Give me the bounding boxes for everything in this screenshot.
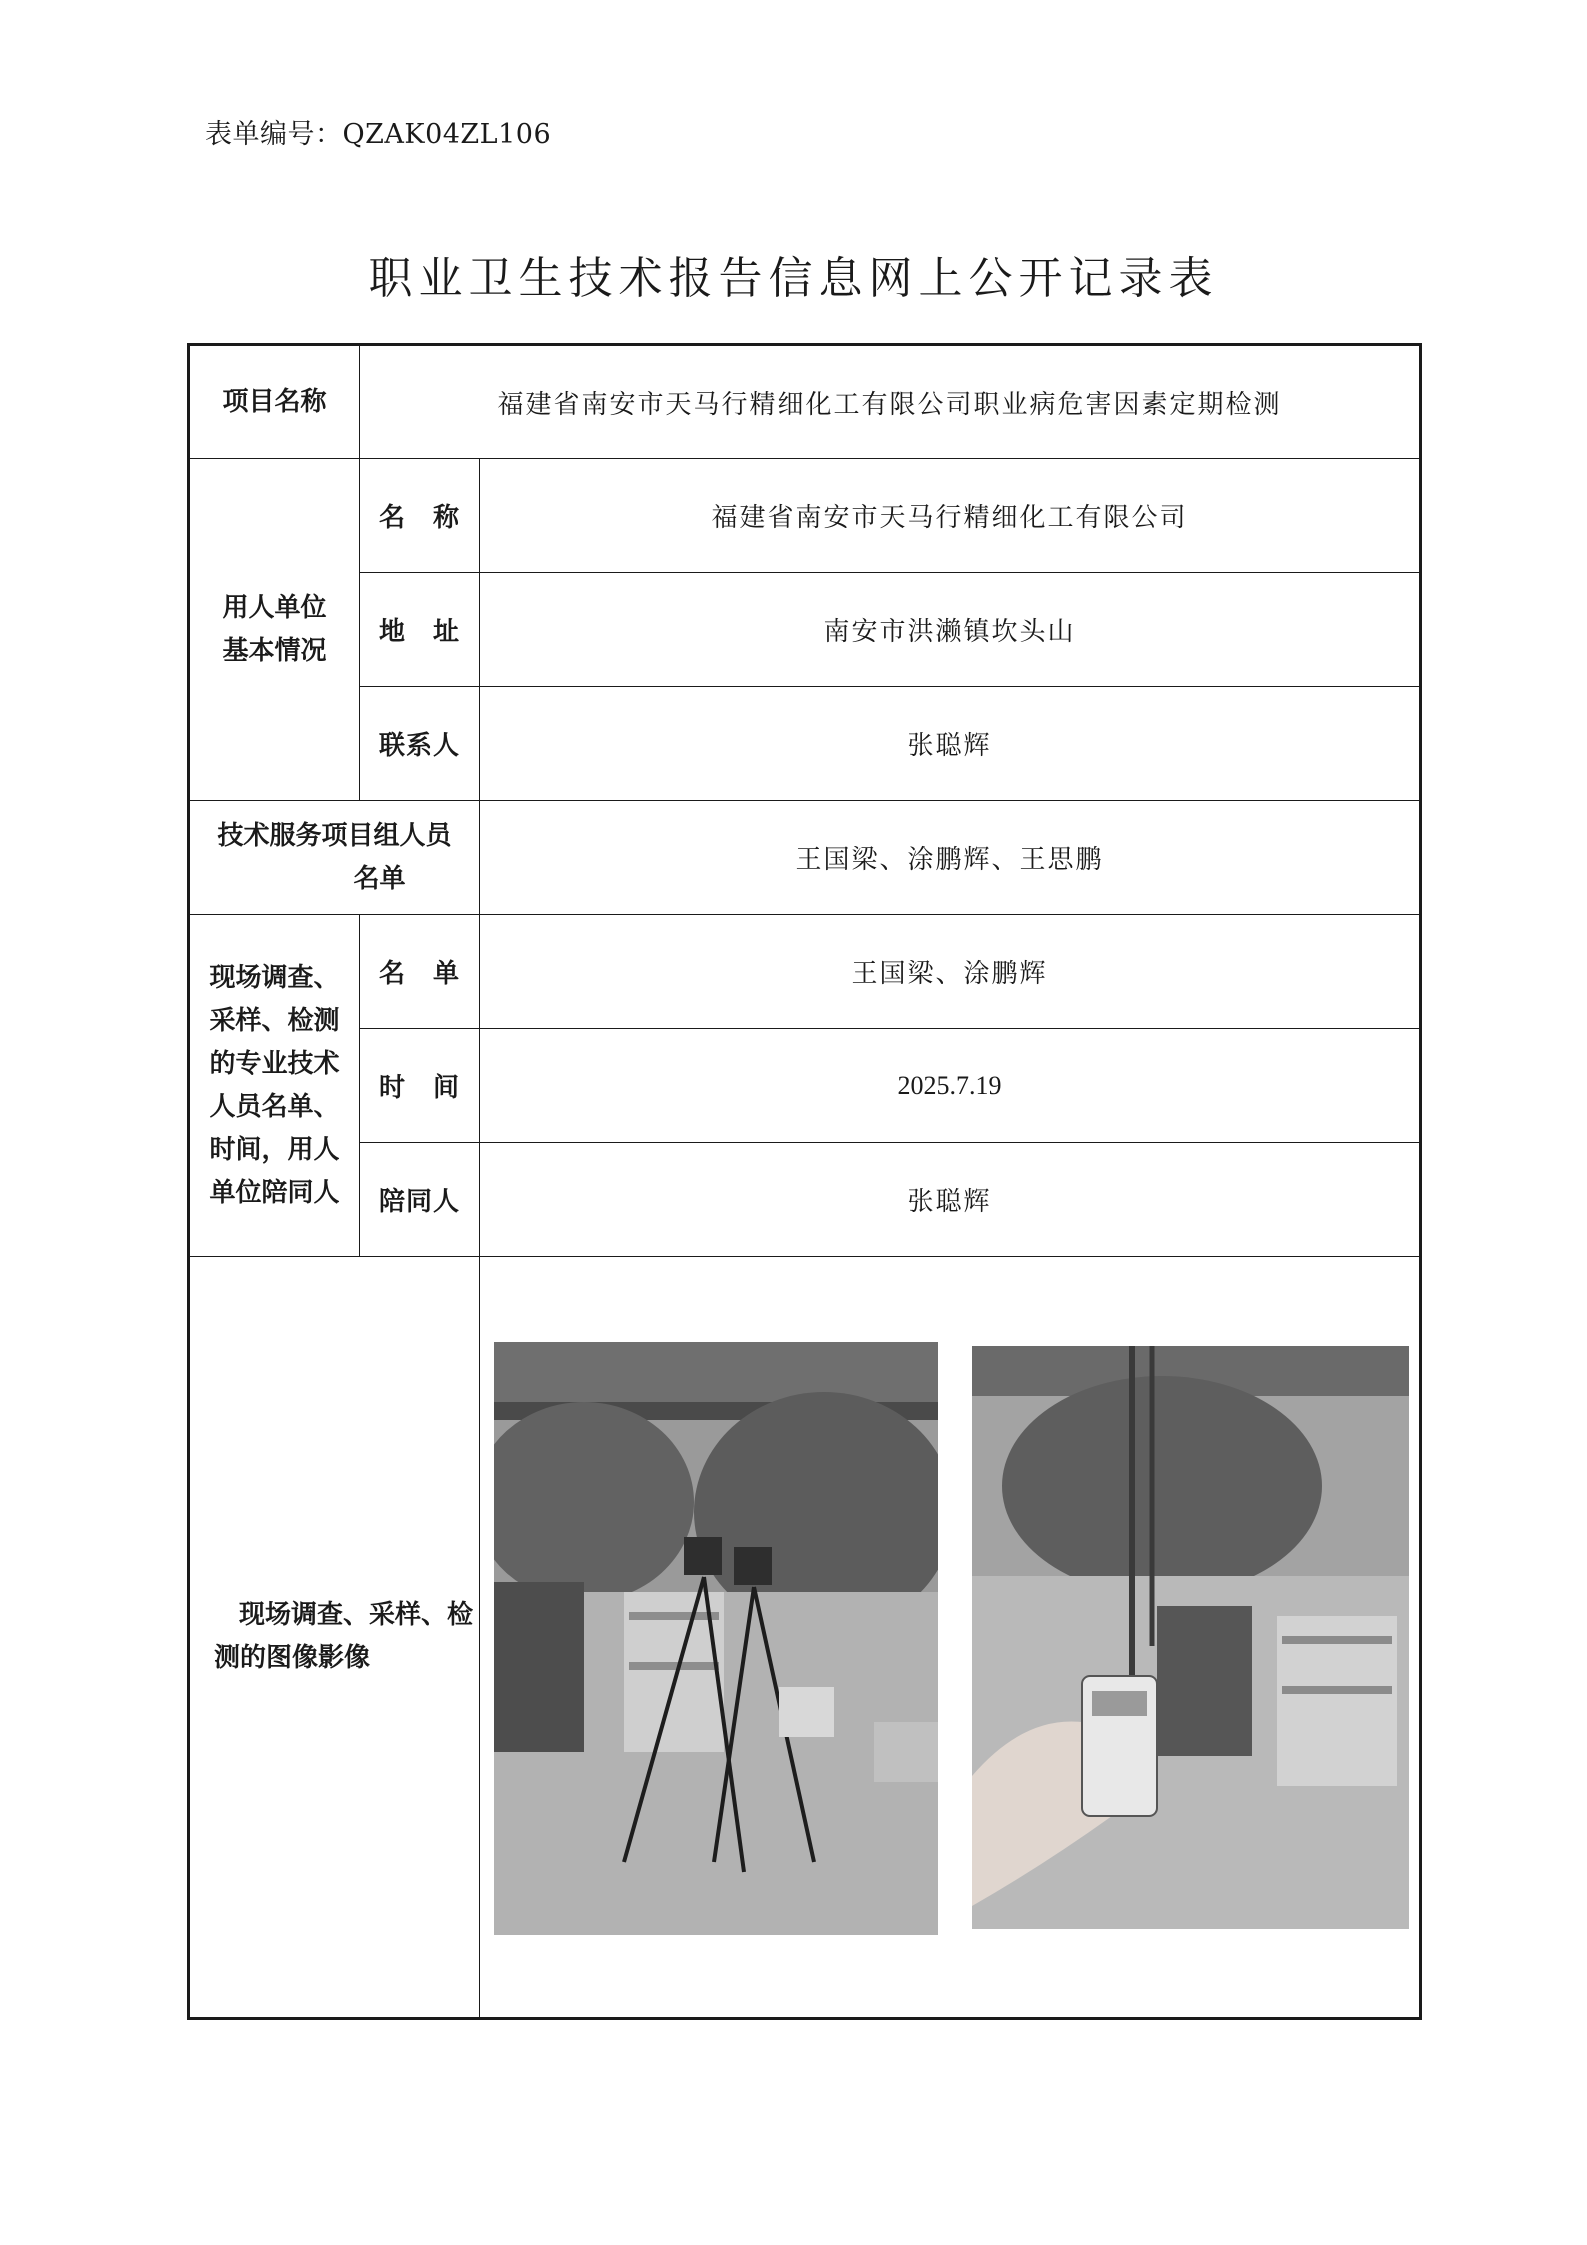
row-employer-name	[189, 459, 1421, 573]
team-label-line2: 名单	[353, 863, 406, 894]
images-label	[189, 1257, 480, 2019]
survey-label	[189, 915, 360, 1257]
survey-escort-label: 陪同人	[360, 1143, 480, 1257]
site-photo-handheld-meter	[972, 1346, 1409, 1929]
photo-area	[480, 1260, 1419, 2015]
survey-label-line: 时间，用人	[209, 1134, 340, 1165]
employer-name-label: 名 称	[360, 459, 480, 573]
team-value: 王国梁、涂鹏辉、王思鹏	[480, 801, 1421, 915]
row-project	[189, 345, 1421, 459]
images-label-line1: 现场调查、采样、检	[238, 1600, 473, 1630]
project-label: 项目名称	[189, 345, 360, 459]
survey-names-value: 王国梁、涂鹏辉	[480, 915, 1421, 1029]
row-images	[189, 1257, 1421, 2019]
survey-label-line: 人员名单、	[209, 1091, 340, 1122]
survey-label-line: 现场调查、	[209, 962, 340, 993]
site-photo-tripods	[494, 1342, 938, 1935]
survey-escort-value: 张聪辉	[480, 1143, 1421, 1257]
row-employer-contact	[189, 687, 1421, 801]
survey-time-value: 2025.7.19	[480, 1029, 1421, 1143]
employer-name-value: 福建省南安市天马行精细化工有限公司	[480, 459, 1421, 573]
document-title: 职业卫生技术报告信息网上公开记录表	[368, 253, 1219, 304]
survey-label-line: 的专业技术	[209, 1048, 340, 1079]
row-survey-time	[189, 1029, 1421, 1143]
row-survey-names	[189, 915, 1421, 1029]
images-cell	[480, 1257, 1421, 2019]
employer-contact-value: 张聪辉	[480, 687, 1421, 801]
employer-label	[189, 459, 360, 801]
team-label	[189, 801, 480, 915]
employer-label-line1: 用人单位	[222, 592, 327, 623]
record-table	[187, 343, 1422, 2020]
employer-address-value: 南安市洪濑镇坎头山	[480, 573, 1421, 687]
row-survey-escort	[189, 1143, 1421, 1257]
survey-label-line: 单位陪同人	[209, 1177, 340, 1208]
employer-address-label: 地 址	[360, 573, 480, 687]
row-team	[189, 801, 1421, 915]
form-number: 表单编号：QZAK04ZL106	[205, 119, 552, 150]
project-value: 福建省南安市天马行精细化工有限公司职业病危害因素定期检测	[360, 345, 1421, 459]
team-label-line1: 技术服务项目组人员	[217, 820, 452, 851]
employer-label-line2: 基本情况	[222, 635, 327, 666]
images-label-line2: 测的图像影像	[214, 1643, 371, 1673]
row-employer-address	[189, 573, 1421, 687]
survey-names-label: 名 单	[360, 915, 480, 1029]
survey-time-label: 时 间	[360, 1029, 480, 1143]
employer-contact-label: 联系人	[360, 687, 480, 801]
survey-label-line: 采样、检测	[209, 1005, 340, 1036]
